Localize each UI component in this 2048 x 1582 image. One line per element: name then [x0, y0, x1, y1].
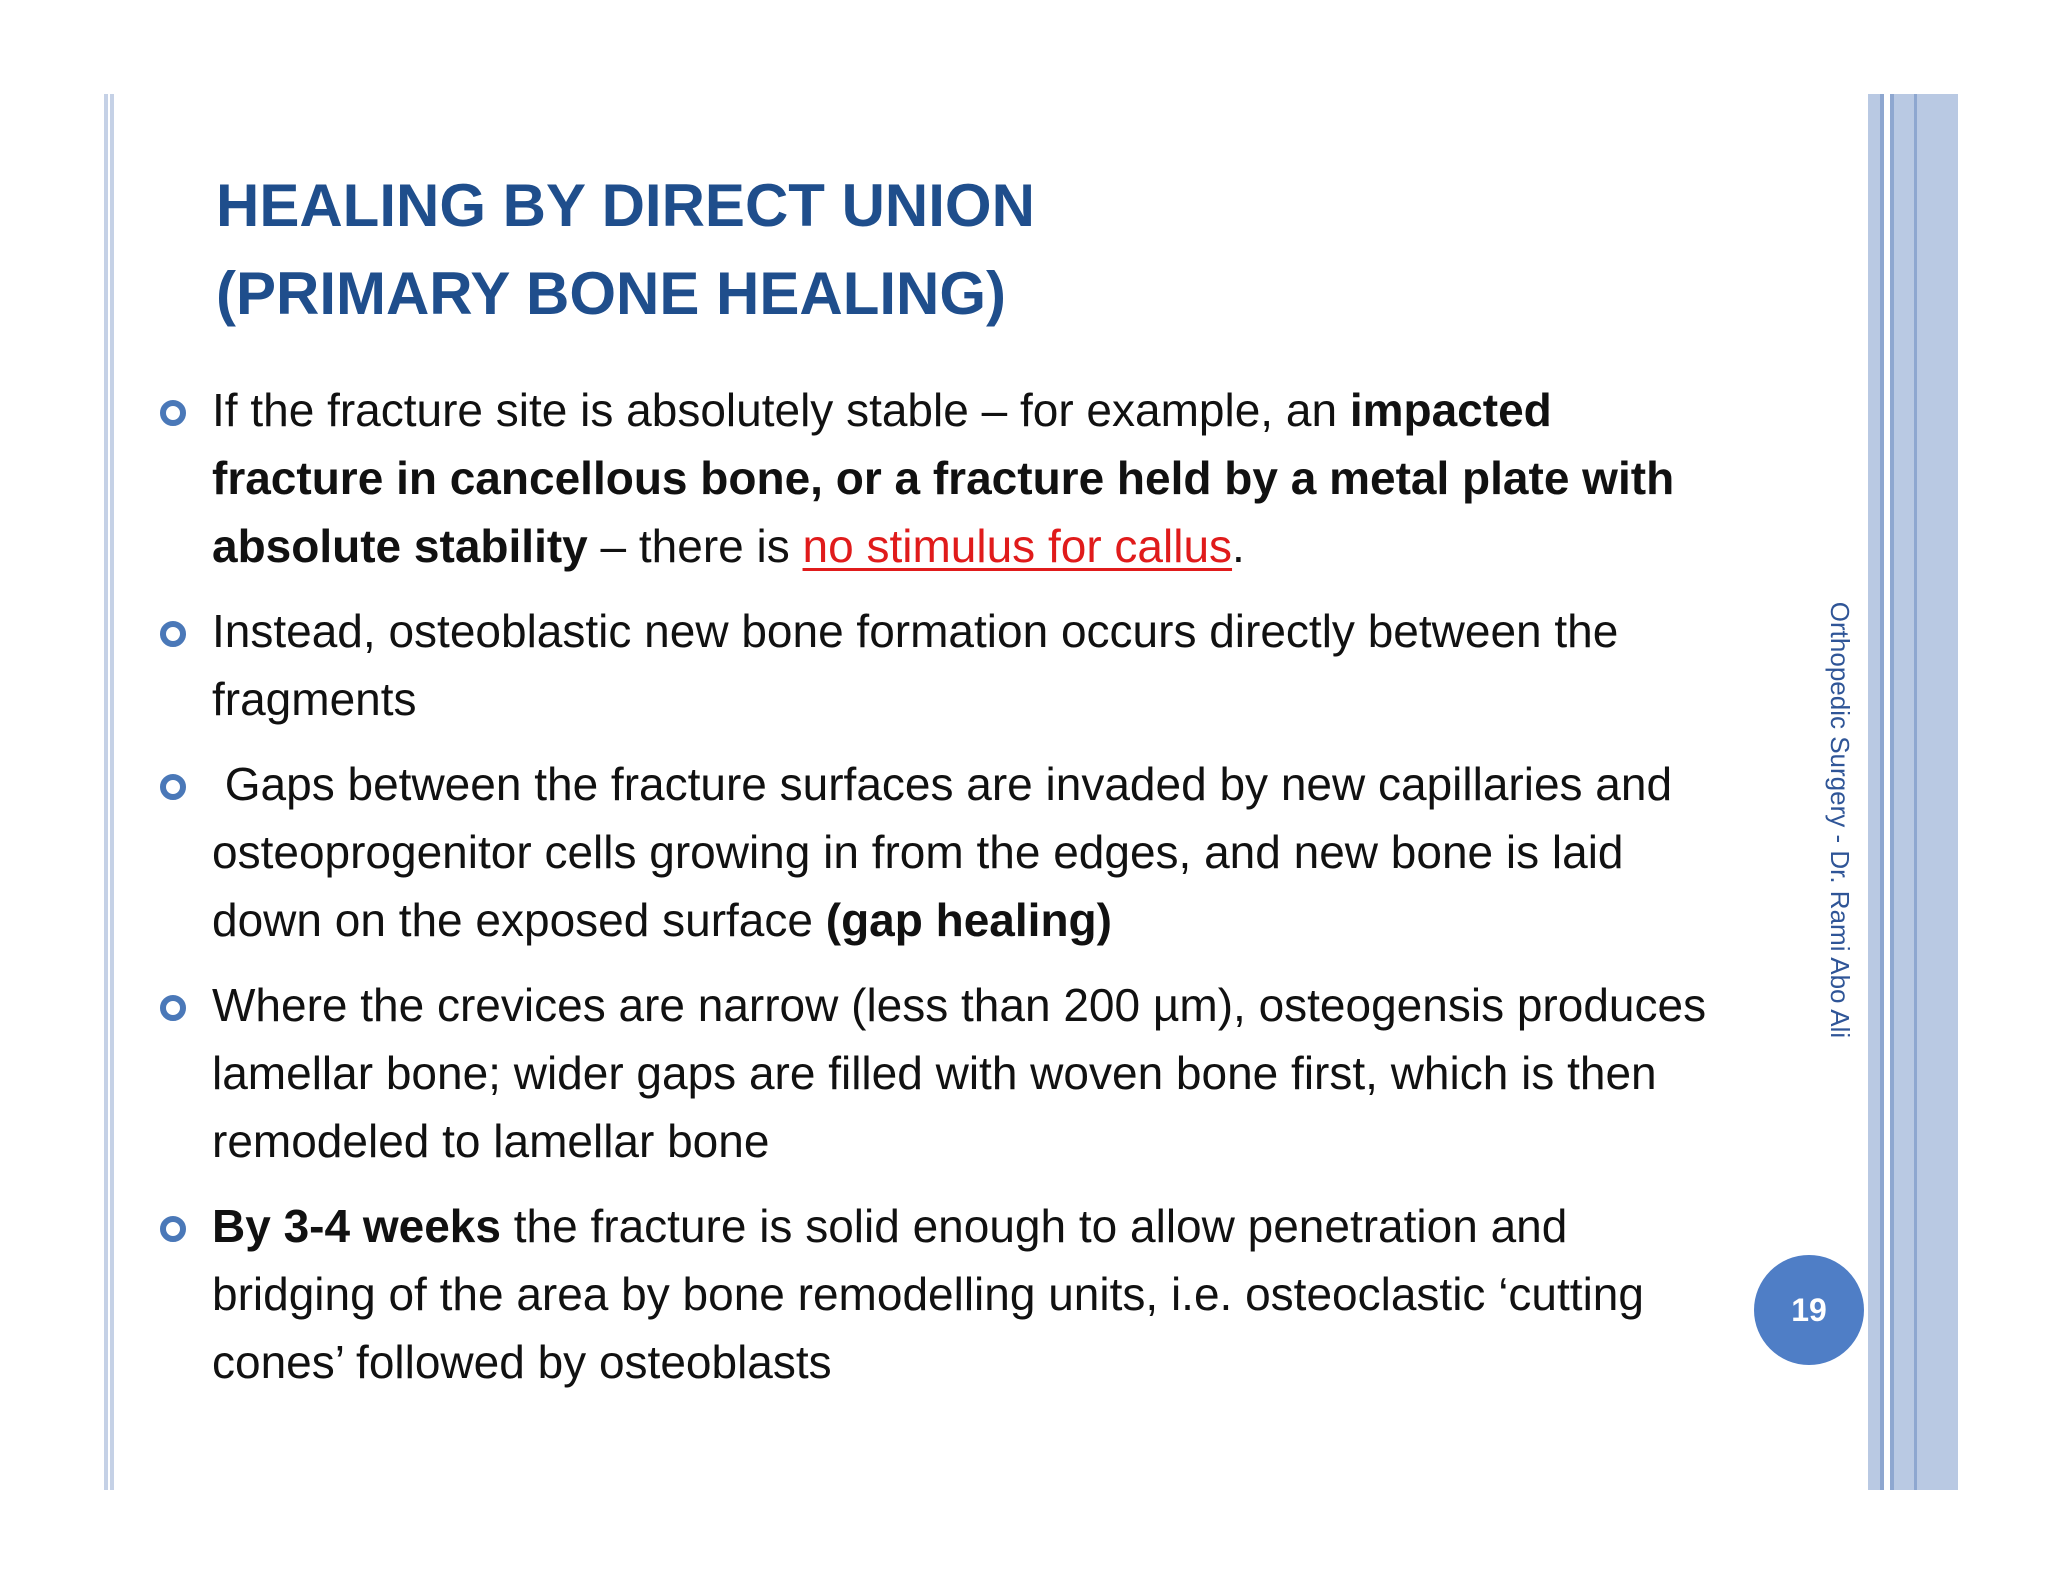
bullet-5-bold: By 3-4 weeks [212, 1200, 501, 1252]
bullet-1-bold: impacted fracture in cancellous bone, or a fracture held by a metal plate with absolute stability [212, 384, 1675, 572]
slide-title-line-2: (PRIMARY BONE HEALING) [216, 260, 1007, 327]
bullet-3-bold: (gap healing) [825, 894, 1112, 946]
bullet-1-text-2: – there is [587, 520, 803, 572]
bullet-3-text: Gaps between the fracture surfaces are invaded by new capillaries and osteoprogenitor cells growing in from the edges, and new bone is laid down on the exposed surface [212, 758, 1685, 946]
bullet-item-2 [212, 597, 1732, 733]
hollow-circle-bullet-icon [160, 400, 186, 426]
bullet-1-red-emphasis: no stimulus for callus [802, 520, 1233, 572]
hollow-circle-bullet-icon [160, 621, 186, 647]
bullet-1-period: . [1232, 520, 1245, 572]
slide-title-line-1: HEALING BY DIRECT UNION [216, 172, 1035, 239]
page-number-badge: 19 [1754, 1255, 1864, 1365]
right-band-line [1890, 94, 1894, 1490]
bullet-item-5 [212, 1192, 1732, 1396]
bullet-2-text: Instead, osteoblastic new bone formation occurs directly between the fragments [212, 605, 1619, 725]
left-decorative-rule [104, 94, 108, 1490]
vertical-footer-text: Orthopedic Surgery - Dr. Rami Abo Ali [1825, 601, 1855, 1039]
bullet-list [212, 376, 1732, 1413]
bullet-item-3 [212, 750, 1732, 954]
bullet-item-1 [212, 376, 1732, 580]
bullet-item-4 [212, 971, 1732, 1175]
hollow-circle-bullet-icon [160, 774, 186, 800]
bullet-1-text: If the fracture site is absolutely stable – for example, an [212, 384, 1350, 436]
left-decorative-rule-inner [110, 94, 114, 1490]
slide-title [216, 162, 1716, 338]
hollow-circle-bullet-icon [160, 1216, 186, 1242]
right-band-line [1914, 94, 1917, 1490]
hollow-circle-bullet-icon [160, 995, 186, 1021]
bullet-4-text: Where the crevices are narrow (less than 200 µm), osteogensis produces lamellar bone; wider gaps are filled with woven bone first, which is then remodeled to lamellar bone [212, 979, 1707, 1167]
bullet-5-text: the fracture is solid enough to allow penetration and bridging of the area by bone remodelling units, i.e. osteoclastic ‘cutting cones’ followed by osteoblasts [212, 1200, 1644, 1388]
